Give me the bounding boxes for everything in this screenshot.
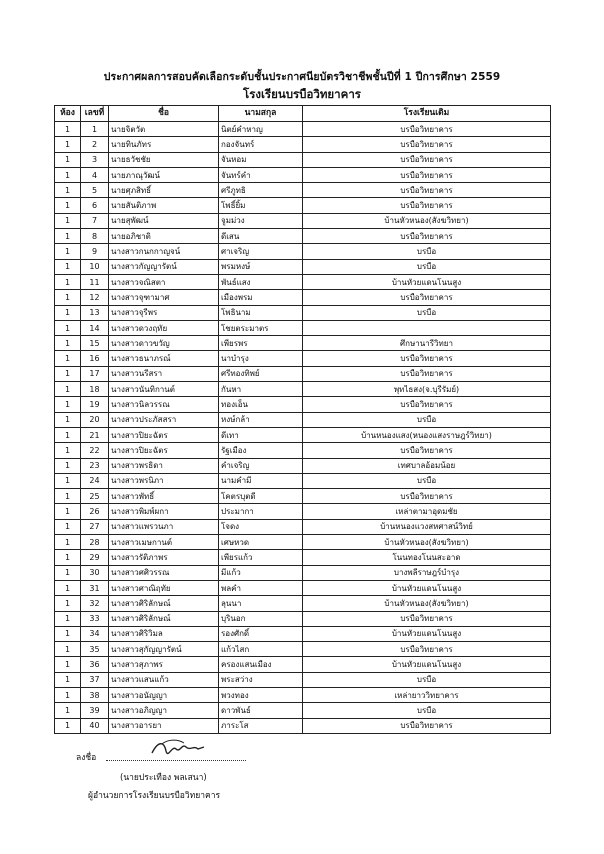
cell-previous-school: บ้านหัวหนอง(สังฆวิทยา) bbox=[303, 213, 551, 228]
cell-first-name: นางสาวนิลวรรณ bbox=[109, 397, 219, 412]
cell-room: 1 bbox=[55, 580, 81, 595]
cell-number: 15 bbox=[81, 336, 109, 351]
cell-room: 1 bbox=[55, 718, 81, 733]
cell-first-name: นายศุภสิทธิ์ bbox=[109, 183, 219, 198]
cell-room: 1 bbox=[55, 427, 81, 442]
table-row bbox=[55, 167, 551, 182]
announcement-title: ประกาศผลการสอบคัดเลือกระดับชั้นประกาศนียบัตรวิชาชีพชั้นปีที่ 1 ปีการศึกษา 2559 bbox=[103, 71, 501, 83]
cell-previous-school: โนนทองโนนสะอาด bbox=[303, 550, 551, 565]
cell-number: 6 bbox=[81, 198, 109, 213]
cell-number: 19 bbox=[81, 397, 109, 412]
cell-room: 1 bbox=[55, 290, 81, 305]
cell-first-name: นางสาวดาวขวัญ bbox=[109, 336, 219, 351]
cell-number: 8 bbox=[81, 229, 109, 244]
cell-number: 24 bbox=[81, 473, 109, 488]
cell-first-name: นายสุพัฒน์ bbox=[109, 213, 219, 228]
table-row bbox=[55, 427, 551, 442]
column-header-last-name: นามสกุล bbox=[219, 106, 303, 122]
cell-first-name: นางสาวอภิญญา bbox=[109, 703, 219, 718]
cell-previous-school: บรบือวิทยาคาร bbox=[303, 152, 551, 167]
cell-number: 29 bbox=[81, 550, 109, 565]
cell-number: 13 bbox=[81, 305, 109, 320]
cell-previous-school: พุทไธสง(จ.บุรีรัมย์) bbox=[303, 382, 551, 397]
cell-number: 20 bbox=[81, 412, 109, 427]
cell-previous-school: บรบือ bbox=[303, 672, 551, 687]
cell-first-name: นางสาวสุภาพร bbox=[109, 657, 219, 672]
cell-room: 1 bbox=[55, 152, 81, 167]
cell-first-name: นางสาวศิริลักษณ์ bbox=[109, 611, 219, 626]
table-row bbox=[55, 535, 551, 550]
cell-number: 40 bbox=[81, 718, 109, 733]
cell-room: 1 bbox=[55, 596, 81, 611]
cell-room: 1 bbox=[55, 519, 81, 534]
cell-first-name: นางสาวพรธิดา bbox=[109, 458, 219, 473]
cell-last-name: จูมม่วง bbox=[219, 213, 303, 228]
cell-last-name: พลคำ bbox=[219, 580, 303, 595]
cell-previous-school: บรบือวิทยาคาร bbox=[303, 366, 551, 381]
table-row bbox=[55, 672, 551, 687]
cell-first-name: นายสันติภาพ bbox=[109, 198, 219, 213]
table-row bbox=[55, 305, 551, 320]
cell-number: 17 bbox=[81, 366, 109, 381]
cell-first-name: นางสาวกัญญารัตน์ bbox=[109, 259, 219, 274]
table-row bbox=[55, 657, 551, 672]
cell-room: 1 bbox=[55, 672, 81, 687]
cell-last-name: เพียรแก้ว bbox=[219, 550, 303, 565]
cell-last-name: นิตย์คำหาญ bbox=[219, 122, 303, 137]
cell-last-name: ศรีภูทธิ bbox=[219, 183, 303, 198]
cell-previous-school: บรบือวิทยาคาร bbox=[303, 290, 551, 305]
cell-number: 33 bbox=[81, 611, 109, 626]
cell-room: 1 bbox=[55, 183, 81, 198]
cell-last-name: แก้วไสก bbox=[219, 642, 303, 657]
cell-room: 1 bbox=[55, 489, 81, 504]
table-body bbox=[55, 122, 551, 734]
cell-room: 1 bbox=[55, 305, 81, 320]
cell-previous-school: บรบือ bbox=[303, 259, 551, 274]
cell-number: 7 bbox=[81, 213, 109, 228]
cell-previous-school: บ้านหนองแสง(หนองแสงราษฎร์วิทยา) bbox=[303, 427, 551, 442]
cell-last-name: โชยตระมาตร bbox=[219, 320, 303, 335]
cell-last-name: มีแก้ว bbox=[219, 565, 303, 580]
cell-last-name: พรมหงษ์ bbox=[219, 259, 303, 274]
cell-number: 36 bbox=[81, 657, 109, 672]
table-row bbox=[55, 443, 551, 458]
cell-last-name: รองศักดิ์ bbox=[219, 626, 303, 641]
cell-room: 1 bbox=[55, 137, 81, 152]
cell-last-name: รัฐเมือง bbox=[219, 443, 303, 458]
table-row bbox=[55, 473, 551, 488]
cell-previous-school: เหล่ายาววิทยาคาร bbox=[303, 687, 551, 702]
cell-first-name: นางสาวพรนิภา bbox=[109, 473, 219, 488]
cell-previous-school: ศึกษานารีวิทยา bbox=[303, 336, 551, 351]
cell-room: 1 bbox=[55, 320, 81, 335]
cell-last-name: ลุนนา bbox=[219, 596, 303, 611]
table-header-row bbox=[55, 106, 551, 122]
cell-number: 9 bbox=[81, 244, 109, 259]
cell-room: 1 bbox=[55, 565, 81, 580]
cell-first-name: นายภาณุวัฒน์ bbox=[109, 167, 219, 182]
cell-first-name: นางสาวนรีสรา bbox=[109, 366, 219, 381]
cell-room: 1 bbox=[55, 336, 81, 351]
cell-previous-school: บ้านหัวหนอง(สังฆวิทยา) bbox=[303, 535, 551, 550]
cell-room: 1 bbox=[55, 244, 81, 259]
cell-first-name: นางสาวจุฑามาศ bbox=[109, 290, 219, 305]
cell-number: 32 bbox=[81, 596, 109, 611]
cell-number: 30 bbox=[81, 565, 109, 580]
cell-previous-school: บรบือ bbox=[303, 703, 551, 718]
table-row bbox=[55, 320, 551, 335]
cell-room: 1 bbox=[55, 535, 81, 550]
cell-room: 1 bbox=[55, 611, 81, 626]
cell-room: 1 bbox=[55, 351, 81, 366]
table-row bbox=[55, 596, 551, 611]
cell-first-name: นางสาวจุรีพร bbox=[109, 305, 219, 320]
cell-last-name: โพธิ์ยิ้ม bbox=[219, 198, 303, 213]
cell-number: 38 bbox=[81, 687, 109, 702]
school-name: โรงเรียนบรบือวิทยาคาร bbox=[243, 87, 361, 101]
cell-room: 1 bbox=[55, 504, 81, 519]
column-header-previous-school: โรงเรียนเดิม bbox=[303, 106, 551, 122]
cell-number: 2 bbox=[81, 137, 109, 152]
cell-first-name: นางสาวสุกัญญารัตน์ bbox=[109, 642, 219, 657]
cell-first-name: นางสาวนันทิกานต์ bbox=[109, 382, 219, 397]
cell-number: 12 bbox=[81, 290, 109, 305]
cell-first-name: นางสาวปิยะฉัตร bbox=[109, 427, 219, 442]
cell-first-name: นางสาวรัติภาพร bbox=[109, 550, 219, 565]
table-row bbox=[55, 642, 551, 657]
table-row bbox=[55, 366, 551, 381]
cell-last-name: ศรีทองทิพย์ bbox=[219, 366, 303, 381]
cell-last-name: พวงทอง bbox=[219, 687, 303, 702]
student-roster-table bbox=[54, 105, 551, 734]
cell-number: 22 bbox=[81, 443, 109, 458]
cell-last-name: เศษหวด bbox=[219, 535, 303, 550]
cell-last-name: คำเจริญ bbox=[219, 458, 303, 473]
cell-first-name: นางสาวเมษกานต์ bbox=[109, 535, 219, 550]
cell-previous-school: บรบือวิทยาคาร bbox=[303, 167, 551, 182]
cell-previous-school: บางพลีราษฎร์บำรุง bbox=[303, 565, 551, 580]
cell-first-name: นางสาวกนกกาญจน์ bbox=[109, 244, 219, 259]
cell-room: 1 bbox=[55, 229, 81, 244]
cell-room: 1 bbox=[55, 366, 81, 381]
cell-number: 28 bbox=[81, 535, 109, 550]
table-row bbox=[55, 137, 551, 152]
table-row bbox=[55, 703, 551, 718]
table-row bbox=[55, 213, 551, 228]
cell-last-name: ดีเทา bbox=[219, 427, 303, 442]
cell-room: 1 bbox=[55, 397, 81, 412]
cell-room: 1 bbox=[55, 167, 81, 182]
table-row bbox=[55, 259, 551, 274]
cell-last-name: พันธ์แสง bbox=[219, 274, 303, 289]
cell-first-name: นายทินภัทร bbox=[109, 137, 219, 152]
cell-last-name: โพธินาม bbox=[219, 305, 303, 320]
cell-last-name: ครองแสนเมือง bbox=[219, 657, 303, 672]
table-row bbox=[55, 351, 551, 366]
table-row bbox=[55, 382, 551, 397]
cell-first-name: นางสาวแพรวนภา bbox=[109, 519, 219, 534]
cell-previous-school: บ้านหัวยแดนโนนสูง bbox=[303, 580, 551, 595]
cell-first-name: นางสาวอนัญญา bbox=[109, 687, 219, 702]
cell-number: 1 bbox=[81, 122, 109, 137]
cell-first-name: นายธวัชชัย bbox=[109, 152, 219, 167]
cell-previous-school: บรบือวิทยาคาร bbox=[303, 397, 551, 412]
cell-first-name: นางสาวศศิวรรณ bbox=[109, 565, 219, 580]
cell-first-name: นางสาวดวงฤทัย bbox=[109, 320, 219, 335]
cell-previous-school: บรบือวิทยาคาร bbox=[303, 443, 551, 458]
cell-first-name: นางสาวพัทธิ์ bbox=[109, 489, 219, 504]
cell-first-name: นางสาวจณิสตา bbox=[109, 274, 219, 289]
cell-first-name: นางสาวพิมพ์ผกา bbox=[109, 504, 219, 519]
cell-previous-school bbox=[303, 320, 551, 335]
cell-previous-school: บรบือ bbox=[303, 244, 551, 259]
cell-last-name: นามคำมี bbox=[219, 473, 303, 488]
cell-number: 23 bbox=[81, 458, 109, 473]
cell-number: 35 bbox=[81, 642, 109, 657]
cell-last-name: บุรินอก bbox=[219, 611, 303, 626]
cell-number: 26 bbox=[81, 504, 109, 519]
cell-last-name: ทองเอ็น bbox=[219, 397, 303, 412]
cell-room: 1 bbox=[55, 657, 81, 672]
cell-number: 3 bbox=[81, 152, 109, 167]
table-row bbox=[55, 565, 551, 580]
cell-previous-school: บรบือ bbox=[303, 412, 551, 427]
cell-room: 1 bbox=[55, 473, 81, 488]
cell-previous-school: บรบือวิทยาคาร bbox=[303, 351, 551, 366]
cell-last-name: หงษ์กล้า bbox=[219, 412, 303, 427]
table-row bbox=[55, 412, 551, 427]
cell-room: 1 bbox=[55, 626, 81, 641]
cell-previous-school: บ้านหนองแวงสหศาสน์วิทย์ bbox=[303, 519, 551, 534]
cell-number: 18 bbox=[81, 382, 109, 397]
cell-number: 14 bbox=[81, 320, 109, 335]
table-row bbox=[55, 580, 551, 595]
cell-previous-school: บรบือวิทยาคาร bbox=[303, 642, 551, 657]
cell-first-name: นางสาวอารยา bbox=[109, 718, 219, 733]
column-header-number: เลขที่ bbox=[81, 106, 109, 122]
column-header-room: ห้อง bbox=[55, 106, 81, 122]
cell-last-name: จันทร์คำ bbox=[219, 167, 303, 182]
cell-room: 1 bbox=[55, 259, 81, 274]
cell-last-name: พระสว่าง bbox=[219, 672, 303, 687]
cell-first-name: นางสาวธนาภรณ์ bbox=[109, 351, 219, 366]
table-row bbox=[55, 244, 551, 259]
cell-previous-school: บรบือวิทยาคาร bbox=[303, 229, 551, 244]
cell-number: 25 bbox=[81, 489, 109, 504]
cell-first-name: นางสาวศิริลักษณ์ bbox=[109, 596, 219, 611]
cell-room: 1 bbox=[55, 687, 81, 702]
table-row bbox=[55, 611, 551, 626]
cell-first-name: นายอภิชาติ bbox=[109, 229, 219, 244]
cell-number: 21 bbox=[81, 427, 109, 442]
table-row bbox=[55, 274, 551, 289]
signature-block bbox=[60, 730, 320, 830]
cell-number: 16 bbox=[81, 351, 109, 366]
cell-room: 1 bbox=[55, 412, 81, 427]
cell-room: 1 bbox=[55, 382, 81, 397]
cell-previous-school: บรบือวิทยาคาร bbox=[303, 198, 551, 213]
cell-number: 11 bbox=[81, 274, 109, 289]
table-row bbox=[55, 290, 551, 305]
cell-number: 31 bbox=[81, 580, 109, 595]
table-row bbox=[55, 152, 551, 167]
cell-number: 39 bbox=[81, 703, 109, 718]
cell-first-name: นางสาวศิริวิมล bbox=[109, 626, 219, 641]
table-row bbox=[55, 183, 551, 198]
table-row bbox=[55, 458, 551, 473]
cell-previous-school: บรบือวิทยาคาร bbox=[303, 183, 551, 198]
cell-first-name: นางสาวประภัสสรา bbox=[109, 412, 219, 427]
cell-last-name: จันหอม bbox=[219, 152, 303, 167]
cell-previous-school: บรบือ bbox=[303, 473, 551, 488]
table-row bbox=[55, 198, 551, 213]
table-row bbox=[55, 489, 551, 504]
signer-name: (นายประเทือง พลเสนา) bbox=[120, 773, 207, 783]
table-row bbox=[55, 397, 551, 412]
cell-last-name: นาบำรุง bbox=[219, 351, 303, 366]
cell-previous-school: บ้านหัวยแดนโนนสูง bbox=[303, 657, 551, 672]
handwritten-signature bbox=[148, 735, 208, 763]
cell-last-name: ดีเสน bbox=[219, 229, 303, 244]
cell-first-name: นางสาวแสนแก้ว bbox=[109, 672, 219, 687]
cell-room: 1 bbox=[55, 122, 81, 137]
cell-room: 1 bbox=[55, 213, 81, 228]
cell-room: 1 bbox=[55, 443, 81, 458]
cell-room: 1 bbox=[55, 198, 81, 213]
cell-number: 4 bbox=[81, 167, 109, 182]
cell-previous-school: บรบือวิทยาคาร bbox=[303, 718, 551, 733]
cell-room: 1 bbox=[55, 642, 81, 657]
cell-room: 1 bbox=[55, 703, 81, 718]
cell-previous-school: บรบือวิทยาคาร bbox=[303, 122, 551, 137]
cell-last-name: เพียรพร bbox=[219, 336, 303, 351]
cell-number: 37 bbox=[81, 672, 109, 687]
signature-label: ลงชื่อ bbox=[76, 753, 97, 763]
table-row bbox=[55, 550, 551, 565]
cell-last-name: ภาระโส bbox=[219, 718, 303, 733]
cell-room: 1 bbox=[55, 274, 81, 289]
cell-previous-school: บ้านหัวยแดนโนนสูง bbox=[303, 274, 551, 289]
cell-last-name: โจดง bbox=[219, 519, 303, 534]
table-row bbox=[55, 229, 551, 244]
table-row bbox=[55, 626, 551, 641]
cell-first-name: นางสาวปิยะฉัตร bbox=[109, 443, 219, 458]
cell-last-name: เมืองพรม bbox=[219, 290, 303, 305]
cell-previous-school: บ้านหัวหนอง(สังฆวิทยา) bbox=[303, 596, 551, 611]
cell-room: 1 bbox=[55, 550, 81, 565]
cell-previous-school: เหล่าตามาอุดมชัย bbox=[303, 504, 551, 519]
cell-last-name: ดาวพันธ์ bbox=[219, 703, 303, 718]
cell-number: 5 bbox=[81, 183, 109, 198]
cell-last-name: ศาเจริญ bbox=[219, 244, 303, 259]
table-row bbox=[55, 687, 551, 702]
cell-previous-school: บรบือวิทยาคาร bbox=[303, 137, 551, 152]
cell-previous-school: บรบือวิทยาคาร bbox=[303, 489, 551, 504]
table-row bbox=[55, 122, 551, 137]
cell-number: 27 bbox=[81, 519, 109, 534]
table-row bbox=[55, 336, 551, 351]
cell-first-name: นางสาวศาณิฤทัย bbox=[109, 580, 219, 595]
cell-room: 1 bbox=[55, 458, 81, 473]
table-row bbox=[55, 504, 551, 519]
cell-last-name: ประมากา bbox=[219, 504, 303, 519]
cell-previous-school: บรบือวิทยาคาร bbox=[303, 611, 551, 626]
cell-first-name: นายจิตวัต bbox=[109, 122, 219, 137]
column-header-first-name: ชื่อ bbox=[109, 106, 219, 122]
cell-previous-school: เทศบาลอ้อมน้อย bbox=[303, 458, 551, 473]
cell-previous-school: บ้านหัวยแดนโนนสูง bbox=[303, 626, 551, 641]
cell-number: 34 bbox=[81, 626, 109, 641]
cell-previous-school: บรบือ bbox=[303, 305, 551, 320]
cell-last-name: กันหา bbox=[219, 382, 303, 397]
cell-last-name: กองจันทร์ bbox=[219, 137, 303, 152]
table-row bbox=[55, 519, 551, 534]
signer-position: ผู้อำนวยการโรงเรียนบรบือวิทยาคาร bbox=[88, 791, 221, 801]
cell-last-name: โคตรบุตดี bbox=[219, 489, 303, 504]
cell-number: 10 bbox=[81, 259, 109, 274]
